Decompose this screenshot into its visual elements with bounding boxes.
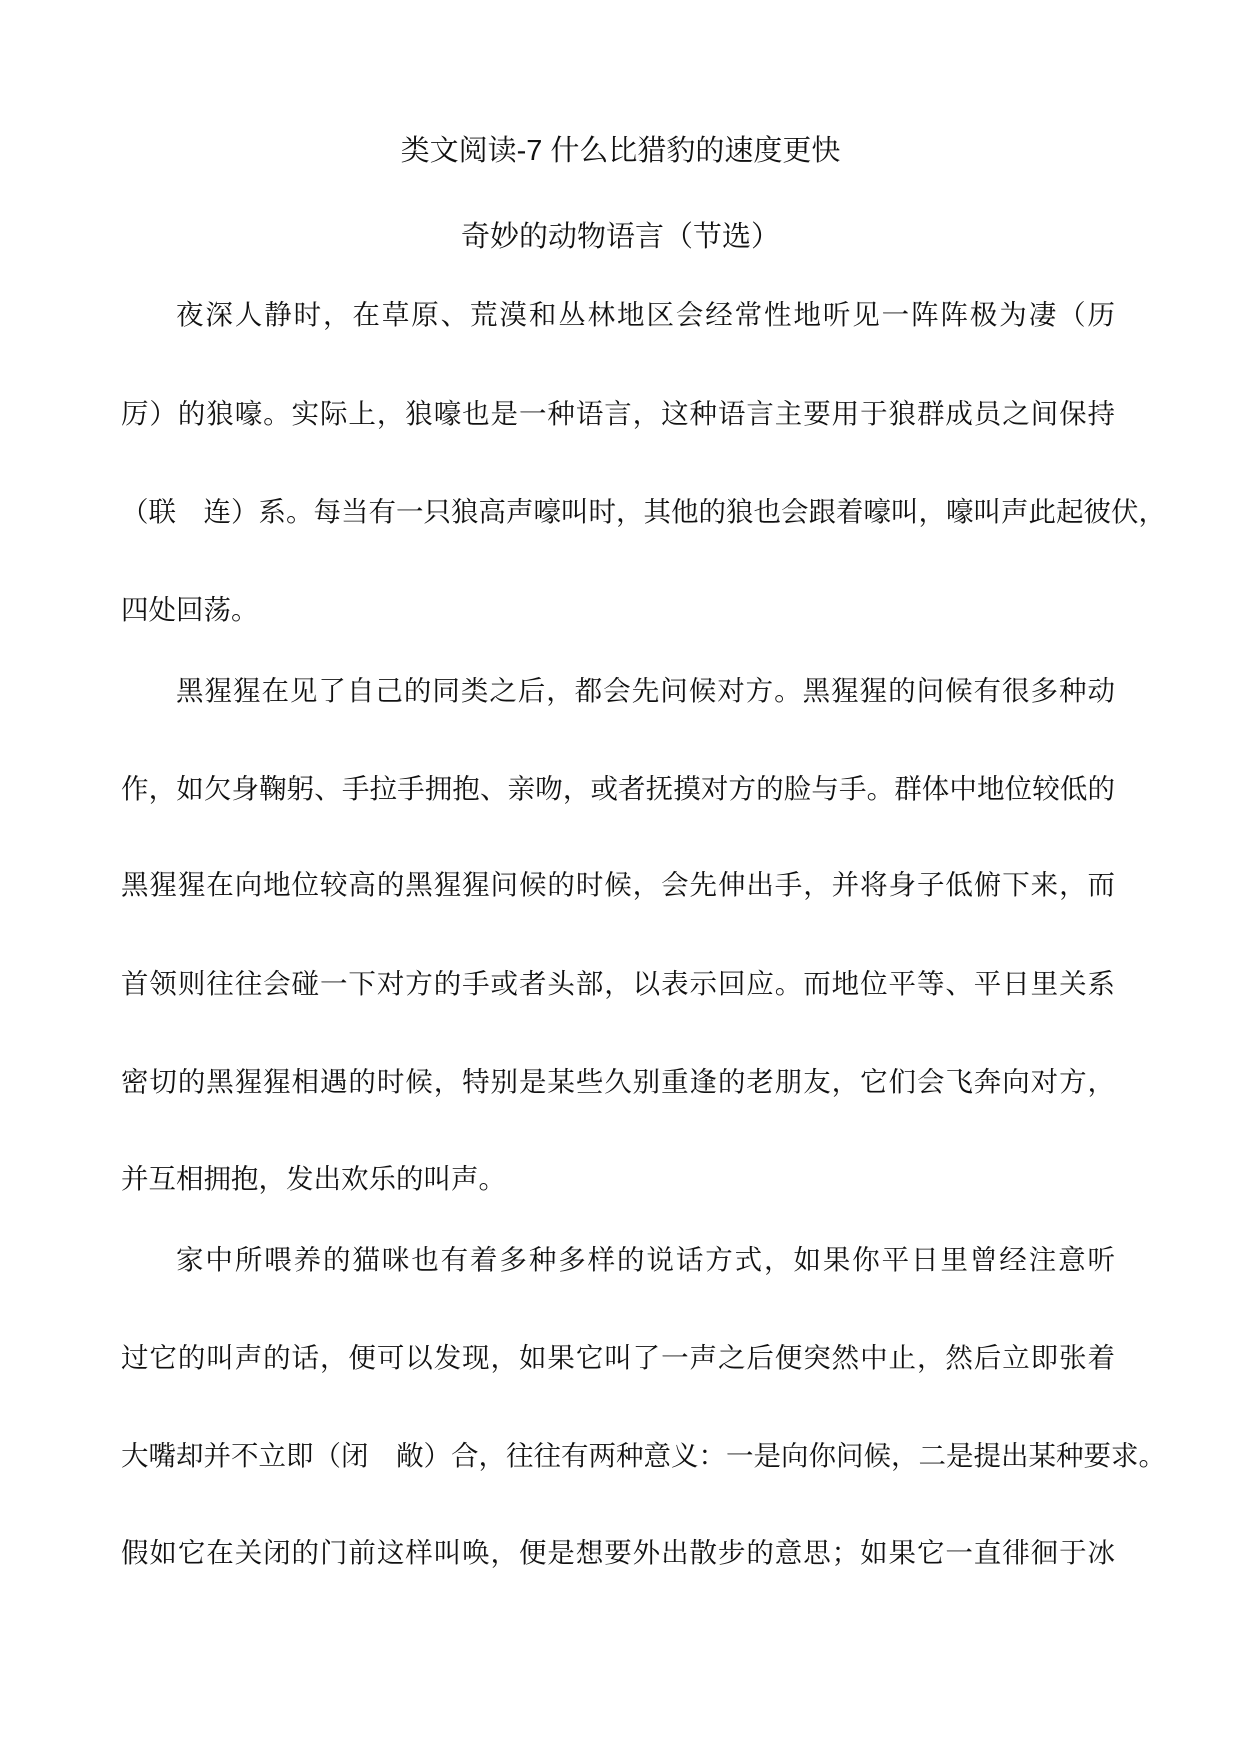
text-line: 家中所喂养的猫咪也有着多种多样的说话方式，如果你平日里曾经注意听 — [176, 1244, 1115, 1275]
text-line: 大嘴却并不立即（闭 敞）合，往往有两种意义：一是向你问候，二是提出某种要求。 — [121, 1440, 1166, 1471]
text-line: 过它的叫声的话，便可以发现，如果它叫了一声之后便突然中止，然后立即张着 — [121, 1342, 1115, 1373]
text-line: 密切的黑猩猩相遇的时候，特别是某些久别重逢的老朋友，它们会飞奔向对方， — [121, 1066, 1115, 1097]
text-line: 黑猩猩在向地位较高的黑猩猩问候的时候，会先伸出手，并将身子低俯下来，而 — [121, 869, 1115, 900]
text-line: 黑猩猩在见了自己的同类之后，都会先问候对方。黑猩猩的问候有很多种动 — [176, 675, 1115, 706]
document-title: 类文阅读-7 什么比猎豹的速度更快 — [400, 135, 841, 167]
text-line: 首领则往往会碰一下对方的手或者头部，以表示回应。而地位平等、平日里关系 — [121, 968, 1115, 999]
text-line: 假如它在关闭的门前这样叫唤，便是想要外出散步的意思；如果它一直徘徊于冰 — [121, 1537, 1115, 1568]
text-line: 夜深人静时，在草原、荒漠和丛林地区会经常性地听见一阵阵极为凄（历 — [176, 299, 1115, 330]
text-line: （联 连）系。每当有一只狼高声嚎叫时，其他的狼也会跟着嚎叫，嚎叫声此起彼伏， — [121, 496, 1166, 527]
text-line: 作，如欠身鞠躬、手拉手拥抱、亲吻，或者抚摸对方的脸与手。群体中地位较低的 — [121, 773, 1115, 804]
text-line: 并互相拥抱，发出欢乐的叫声。 — [121, 1163, 506, 1194]
text-line: 厉）的狼嚎。实际上，狼嚎也是一种语言，这种语言主要用于狼群成员之间保持 — [121, 398, 1115, 429]
article-subtitle: 奇妙的动物语言（节选） — [460, 221, 780, 253]
text-line: 四处回荡。 — [121, 594, 259, 625]
